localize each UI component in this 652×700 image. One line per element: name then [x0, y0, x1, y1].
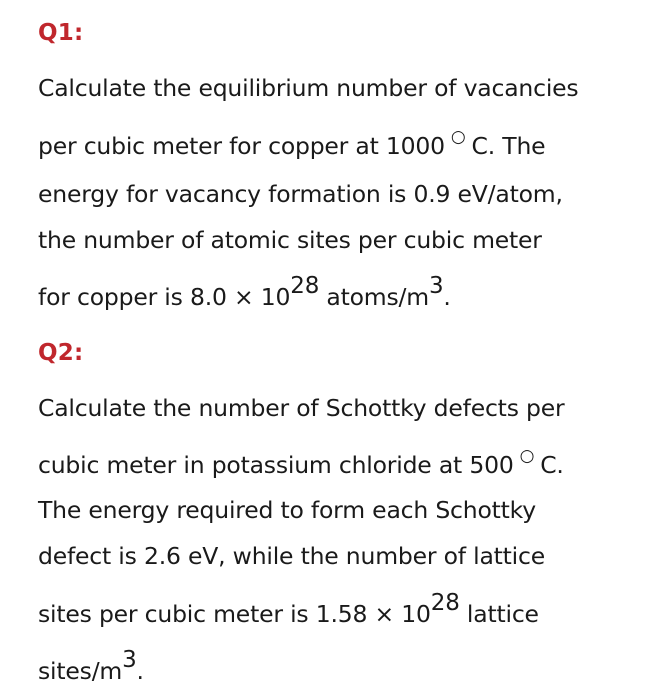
degree-symbol-icon: ○	[450, 127, 466, 147]
q2-line-5-text: sites per cubic meter is 1.58 × 10	[38, 600, 431, 628]
q2-line-4: defect is 2.6 eV, while the number of lattice	[38, 542, 545, 570]
q1-line-2-text-end: C. The	[471, 132, 546, 160]
q2-line-6-end: .	[136, 657, 144, 685]
q1-line-5	[38, 273, 451, 311]
q1-line-4: the number of atomic sites per cubic meter	[38, 226, 542, 254]
q2-line-2-text-end: C.	[540, 451, 564, 479]
q2-line-1: Calculate the number of Schottky defects per	[38, 394, 565, 422]
q2-line-2-text: cubic meter in potassium chloride at 500	[38, 451, 514, 479]
q2-line-5	[38, 590, 539, 628]
degree-symbol-icon: ○	[519, 446, 535, 466]
q1-line-5-text: for copper is 8.0 × 10	[38, 283, 291, 311]
q2-line-6	[38, 647, 144, 685]
q2-line-6-text: sites/m	[38, 657, 123, 685]
q1-line-5-end: .	[443, 283, 451, 311]
q2-line-3: The energy required to form each Schottky	[38, 496, 536, 524]
q1-line-3: energy for vacancy formation is 0.9 eV/atom,	[38, 180, 563, 208]
q2-exponent: 28	[430, 590, 460, 616]
q2-heading: Q2:	[38, 340, 84, 366]
q2-line-5-end: lattice	[459, 600, 539, 628]
q1-line-2	[38, 127, 546, 160]
q1-exponent: 28	[290, 273, 320, 299]
q1-line-1: Calculate the equilibrium number of vacancies	[38, 74, 579, 102]
q2-line-2	[38, 446, 564, 479]
q1-line-2-text: per cubic meter for copper at 1000	[38, 132, 445, 160]
q2-unit-exponent: 3	[122, 647, 137, 673]
q1-heading: Q1:	[38, 20, 84, 46]
q1-unit-exponent: 3	[428, 273, 444, 299]
q1-line-5-units: atoms/m	[319, 283, 429, 311]
